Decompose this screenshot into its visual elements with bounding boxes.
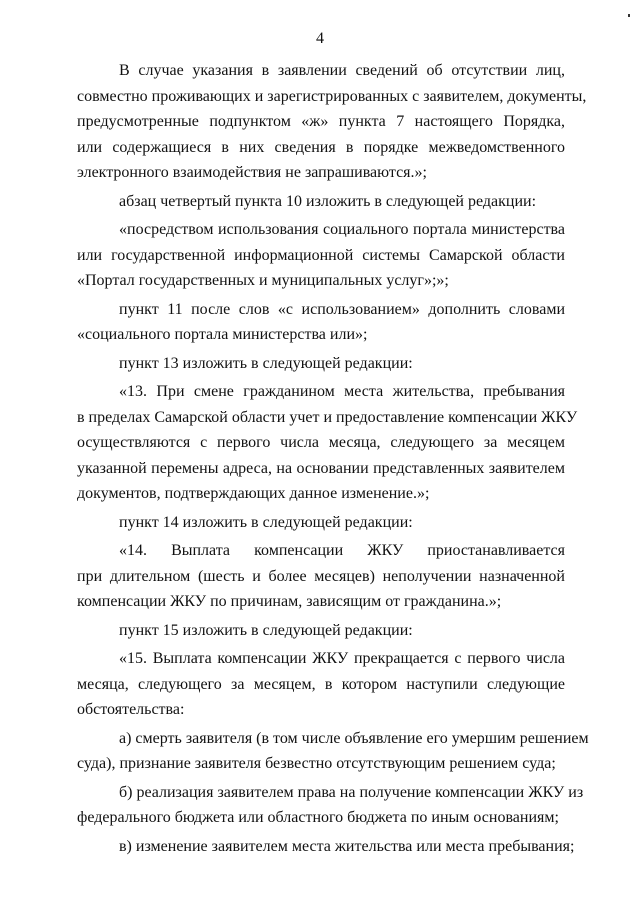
paragraph-4: [77, 297, 565, 348]
text-line: компенсации ЖКУ по причинам, зависящим от гражданина.»;: [77, 593, 502, 610]
text-line: б) реализация заявителем права на получение компенсации ЖКУ из: [119, 783, 584, 801]
text-line: «13. При смене гражданином места жительства, пребывания: [119, 383, 565, 400]
paragraph-5: [77, 351, 565, 377]
text-line: электронного взаимодействия не запрашиваются.»;: [77, 164, 427, 181]
text-line: осуществляются с первого числа месяца, следующего за месяцем: [77, 434, 565, 451]
text-line: в пределах Самарской области учет и предоставление компенсации ЖКУ: [77, 408, 578, 426]
text-line: пункт 13 изложить в следующей редакции:: [119, 354, 413, 372]
text-line: совместно проживающих и зарегистрированных с заявителем, документы,: [77, 87, 587, 105]
text-line: федерального бюджета или областного бюджета по иным основаниям;: [77, 809, 559, 826]
text-line: пункт 11 после слов «с использованием» дополнить словами: [119, 300, 565, 318]
text-line: пункт 14 изложить в следующей редакции:: [119, 513, 413, 531]
paragraph-8: [77, 538, 565, 615]
text-line: «Портал государственных и муниципальных услуг»;»;: [77, 272, 449, 289]
paragraph-3: [77, 217, 565, 294]
scan-speck: [628, 14, 630, 17]
text-line: пункт 15 изложить в следующей редакции:: [119, 621, 413, 639]
text-line: «15. Выплата компенсации ЖКУ прекращается с первого числа: [119, 650, 565, 667]
text-line: абзац четвертый пункта 10 изложить в следующей редакции:: [119, 192, 537, 210]
paragraph-7: [77, 510, 565, 536]
document-body: [77, 58, 589, 859]
text-line: суда), признание заявителя безвестно отсутствующим решением суда;: [77, 755, 556, 772]
text-line: или государственной информационной системы Самарской области: [77, 246, 565, 264]
text-line: месяца, следующего за месяцем, в котором наступили следующие: [77, 675, 565, 693]
text-line: предусмотренные подпунктом «ж» пункта 7 настоящего Порядка,: [77, 113, 565, 130]
paragraph-9: [77, 618, 565, 644]
text-line: при длительном (шесть и более месяцев) неполучении назначенной: [77, 567, 565, 585]
text-line: обстоятельства:: [77, 701, 185, 718]
paragraph-11: [77, 726, 589, 777]
text-line: «посредством использования социального портала министерства: [119, 221, 565, 238]
paragraph-10: [77, 646, 565, 723]
text-line: а) смерть заявителя (в том числе объявление его умершим решением: [119, 729, 589, 747]
text-line: «14. Выплата компенсации ЖКУ приостанавливается: [119, 542, 565, 559]
paragraph-2: [77, 189, 565, 215]
paragraph-6: [77, 379, 578, 507]
paragraph-12: [77, 780, 584, 831]
text-line: документов, подтверждающих данное изменение.»;: [77, 485, 430, 502]
page-number: 4: [316, 30, 324, 47]
text-line: указанной перемены адреса, на основании представленных заявителем: [77, 459, 565, 477]
text-line: в) изменение заявителем места жительства или места пребывания;: [119, 837, 575, 855]
text-line: В случае указания в заявлении сведений об отсутствии лиц,: [119, 62, 565, 79]
text-line: или содержащиеся в них сведения в порядке межведомственного: [77, 138, 565, 156]
paragraph-1: [77, 58, 587, 186]
text-line: «социального портала министерства или»;: [77, 326, 368, 343]
paragraph-13: [77, 834, 575, 860]
